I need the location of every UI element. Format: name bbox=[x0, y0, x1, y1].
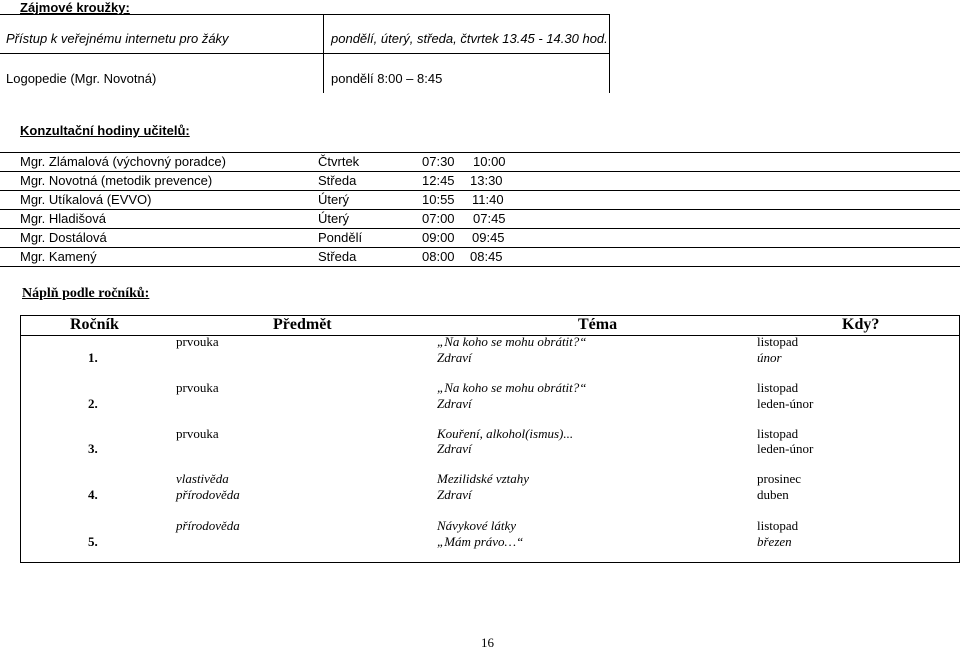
topic: Mezilidské vztahy bbox=[437, 471, 530, 486]
topic: Zdraví bbox=[437, 487, 472, 502]
when: březen bbox=[757, 534, 792, 549]
grade-label: 1. bbox=[88, 350, 98, 365]
teacher-day: Středa bbox=[318, 173, 357, 188]
teacher-day: Pondělí bbox=[318, 230, 363, 245]
konzultace-table bbox=[0, 152, 960, 269]
when: listopad bbox=[757, 380, 799, 395]
when: prosinec bbox=[757, 471, 802, 486]
teacher-name: Mgr. Kamený bbox=[20, 249, 97, 264]
table-row bbox=[0, 152, 960, 171]
teacher-day: Úterý bbox=[318, 192, 350, 207]
grade-label: 5. bbox=[88, 534, 98, 549]
when: listopad bbox=[757, 334, 799, 349]
teacher-name: Mgr. Zlámalová (výchovný poradce) bbox=[20, 154, 226, 169]
when: listopad bbox=[757, 518, 799, 533]
section-heading-kruzky: Zájmové kroužky: bbox=[20, 0, 130, 15]
topic: „Mám právo…“ bbox=[437, 534, 524, 549]
kruzky-row-2-time: pondělí 8:00 – 8:45 bbox=[331, 71, 443, 86]
section-heading-konzultace: Konzultační hodiny učitelů: bbox=[20, 123, 190, 138]
column-header-predmet: Předmět bbox=[273, 316, 332, 333]
teacher-name: Mgr. Novotná (metodik prevence) bbox=[20, 173, 213, 188]
teacher-name: Mgr. Utíkalová (EVVO) bbox=[20, 192, 152, 207]
column-header-rocnik: Ročník bbox=[70, 316, 119, 333]
subject: prvouka bbox=[176, 380, 219, 395]
time-to: 09:45 bbox=[472, 230, 505, 245]
table-row bbox=[0, 209, 960, 228]
when: duben bbox=[757, 487, 789, 502]
when: leden-únor bbox=[757, 441, 814, 456]
subject: přírodověda bbox=[176, 487, 240, 502]
column-header-kdy: Kdy? bbox=[842, 316, 880, 333]
when: leden-únor bbox=[757, 396, 814, 411]
grade-label: 2. bbox=[88, 396, 98, 411]
table-row bbox=[0, 228, 960, 247]
kruzky-col-divider bbox=[323, 15, 324, 93]
time-to: 07:45 bbox=[473, 211, 506, 226]
kruzky-row-divider bbox=[0, 53, 609, 54]
teacher-day: Úterý bbox=[318, 211, 350, 226]
table-row bbox=[0, 190, 960, 209]
grade-label: 4. bbox=[88, 487, 98, 502]
page-number: 16 bbox=[481, 635, 494, 648]
table-row bbox=[0, 247, 960, 266]
table-bottom-border bbox=[0, 266, 960, 267]
kruzky-row-2-name: Logopedie (Mgr. Novotná) bbox=[6, 71, 157, 86]
time-from: 10:55 bbox=[422, 192, 455, 207]
kruzky-row-1-name: Přístup k veřejnému internetu pro žáky bbox=[6, 31, 229, 46]
teacher-name: Mgr. Dostálová bbox=[20, 230, 107, 245]
grade-label: 3. bbox=[88, 441, 98, 456]
kruzky-row-1-time: pondělí, úterý, středa, čtvrtek 13.45 - 14.30 hod. bbox=[331, 31, 608, 46]
teacher-day: Čtvrtek bbox=[318, 154, 360, 169]
topic: Zdraví bbox=[437, 396, 472, 411]
time-to: 11:40 bbox=[472, 192, 504, 207]
subject: prvouka bbox=[176, 334, 219, 349]
subject: prvouka bbox=[176, 426, 219, 441]
section-heading-napln: Náplň podle ročníků: bbox=[22, 286, 150, 301]
table-row bbox=[0, 171, 960, 190]
time-from: 07:30 bbox=[422, 154, 455, 169]
time-to: 08:45 bbox=[470, 249, 503, 264]
time-from: 08:00 bbox=[422, 249, 455, 264]
time-to: 10:00 bbox=[473, 154, 506, 169]
topic: Kouření, alkohol(ismus)... bbox=[437, 426, 574, 441]
topic: Návykové látky bbox=[437, 518, 517, 533]
when: listopad bbox=[757, 426, 799, 441]
subject: vlastivěda bbox=[176, 471, 229, 486]
topic: Zdraví bbox=[437, 350, 472, 365]
when: únor bbox=[757, 350, 782, 365]
topic: „Na koho se mohu obrátit?“ bbox=[437, 334, 587, 349]
time-from: 12:45 bbox=[422, 173, 455, 188]
subject: přírodověda bbox=[176, 518, 240, 533]
teacher-name: Mgr. Hladišová bbox=[20, 211, 106, 226]
teacher-day: Středa bbox=[318, 249, 357, 264]
time-from: 09:00 bbox=[422, 230, 455, 245]
topic: „Na koho se mohu obrátit?“ bbox=[437, 380, 587, 395]
topic: Zdraví bbox=[437, 441, 472, 456]
time-to: 13:30 bbox=[470, 173, 503, 188]
column-header-tema: Téma bbox=[578, 316, 618, 333]
time-from: 07:00 bbox=[422, 211, 455, 226]
